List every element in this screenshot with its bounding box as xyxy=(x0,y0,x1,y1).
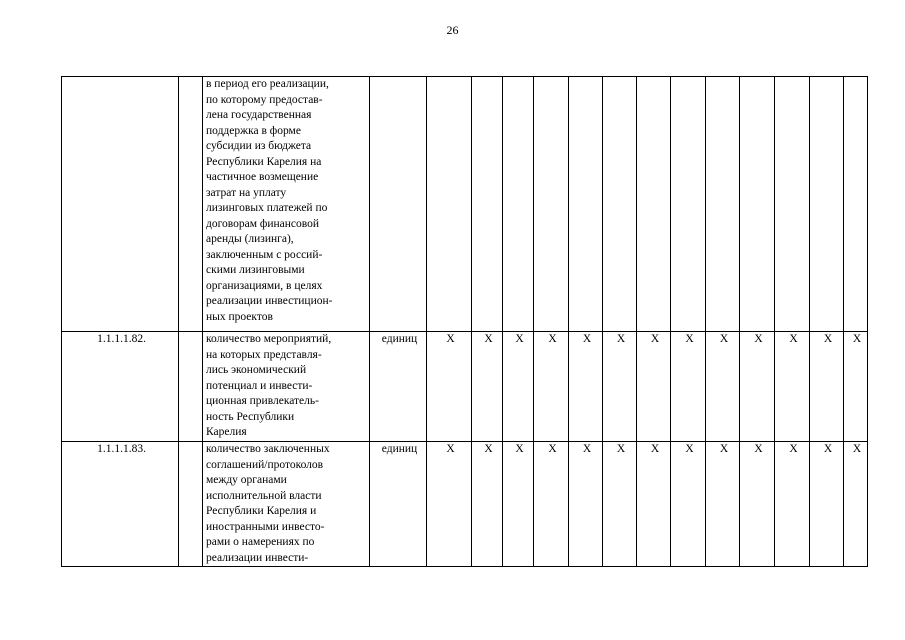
indicator-description xyxy=(203,442,370,567)
mark-cell xyxy=(671,77,706,332)
description-line: количество мероприятий, xyxy=(206,333,332,345)
blank-cell xyxy=(179,442,203,567)
indicator-table xyxy=(61,76,868,567)
description-line: соглашений/протоколов xyxy=(206,458,324,471)
indicator-description xyxy=(203,77,370,332)
description-line: договорам финансовой xyxy=(206,217,320,230)
mark-cell: Х xyxy=(810,332,844,442)
description-line: Республики Карелия и xyxy=(206,505,317,517)
table-row xyxy=(62,332,868,442)
description-line: ных проектов xyxy=(206,310,273,323)
mark-cell xyxy=(534,77,569,332)
mark-cell xyxy=(637,77,671,332)
mark-cell: Х xyxy=(706,442,740,567)
description-line: заключенным с россий- xyxy=(206,248,323,261)
indicator-description xyxy=(203,332,370,442)
description-line: количество заключенных xyxy=(206,443,330,455)
mark-cell: Х xyxy=(569,332,603,442)
description-line: поддержка в форме xyxy=(206,124,301,137)
table-row xyxy=(62,77,868,332)
mark-cell xyxy=(775,77,810,332)
description-line: реализации инвести- xyxy=(206,551,309,564)
mark-cell: Х xyxy=(503,442,534,567)
description-line: скими лизинговыми xyxy=(206,264,305,276)
description-line: реализации инвестицион- xyxy=(206,295,333,307)
mark-cell: Х xyxy=(637,332,671,442)
mark-cell xyxy=(603,77,637,332)
mark-cell: Х xyxy=(740,332,775,442)
mark-cell: Х xyxy=(503,332,534,442)
mark-cell: Х xyxy=(603,442,637,567)
description-line: иностранными инвесто- xyxy=(206,520,325,533)
table-row xyxy=(62,442,868,567)
description-line: аренды (лизинга), xyxy=(206,233,294,245)
description-line: по которому предостав- xyxy=(206,93,323,106)
description-line: частичное возмещение xyxy=(206,171,319,183)
mark-cell: Х xyxy=(534,442,569,567)
description-line: затрат на уплату xyxy=(206,186,287,199)
mark-cell: Х xyxy=(569,442,603,567)
mark-cell: Х xyxy=(637,442,671,567)
mark-cell xyxy=(472,77,503,332)
mark-cell: Х xyxy=(671,332,706,442)
page-number: 26 xyxy=(446,23,459,37)
row-code: 1.1.1.1.83. xyxy=(62,442,179,567)
mark-cell xyxy=(706,77,740,332)
mark-cell: Х xyxy=(844,442,868,567)
description-line: в период его реализации, xyxy=(206,78,329,90)
row-code xyxy=(62,77,179,332)
description-line: на которых представля- xyxy=(206,348,322,361)
description-line: потенциал и инвести- xyxy=(206,379,313,392)
blank-cell xyxy=(179,77,203,332)
mark-cell xyxy=(427,77,472,332)
unit-cell xyxy=(370,77,427,332)
description-line: лись экономический xyxy=(206,364,307,376)
description-line: ность Республики xyxy=(206,410,295,423)
mark-cell: Х xyxy=(603,332,637,442)
description-line: субсидии из бюджета xyxy=(206,140,312,152)
description-line: лизинговых платежей по xyxy=(206,202,328,214)
description-line: исполнительной власти xyxy=(206,489,322,502)
unit-cell: единиц xyxy=(370,332,427,442)
mark-cell xyxy=(569,77,603,332)
description-line: между органами xyxy=(206,474,287,486)
mark-cell xyxy=(810,77,844,332)
description-line: организациями, в целях xyxy=(206,279,323,292)
row-code: 1.1.1.1.82. xyxy=(62,332,179,442)
mark-cell: Х xyxy=(472,442,503,567)
mark-cell: Х xyxy=(534,332,569,442)
description-line: ционная привлекатель- xyxy=(206,395,319,407)
mark-cell: Х xyxy=(844,332,868,442)
description-line: Карелия xyxy=(206,426,247,438)
mark-cell: Х xyxy=(706,332,740,442)
mark-cell: Х xyxy=(671,442,706,567)
mark-cell xyxy=(844,77,868,332)
mark-cell: Х xyxy=(740,442,775,567)
mark-cell: Х xyxy=(810,442,844,567)
mark-cell: Х xyxy=(427,332,472,442)
description-line: Республики Карелия на xyxy=(206,155,322,168)
description-line: рами о намерениях по xyxy=(206,536,315,548)
blank-cell xyxy=(179,332,203,442)
mark-cell: Х xyxy=(775,442,810,567)
mark-cell: Х xyxy=(427,442,472,567)
mark-cell: Х xyxy=(472,332,503,442)
unit-cell: единиц xyxy=(370,442,427,567)
mark-cell xyxy=(740,77,775,332)
description-line: лена государственная xyxy=(206,109,312,121)
mark-cell xyxy=(503,77,534,332)
mark-cell: Х xyxy=(775,332,810,442)
